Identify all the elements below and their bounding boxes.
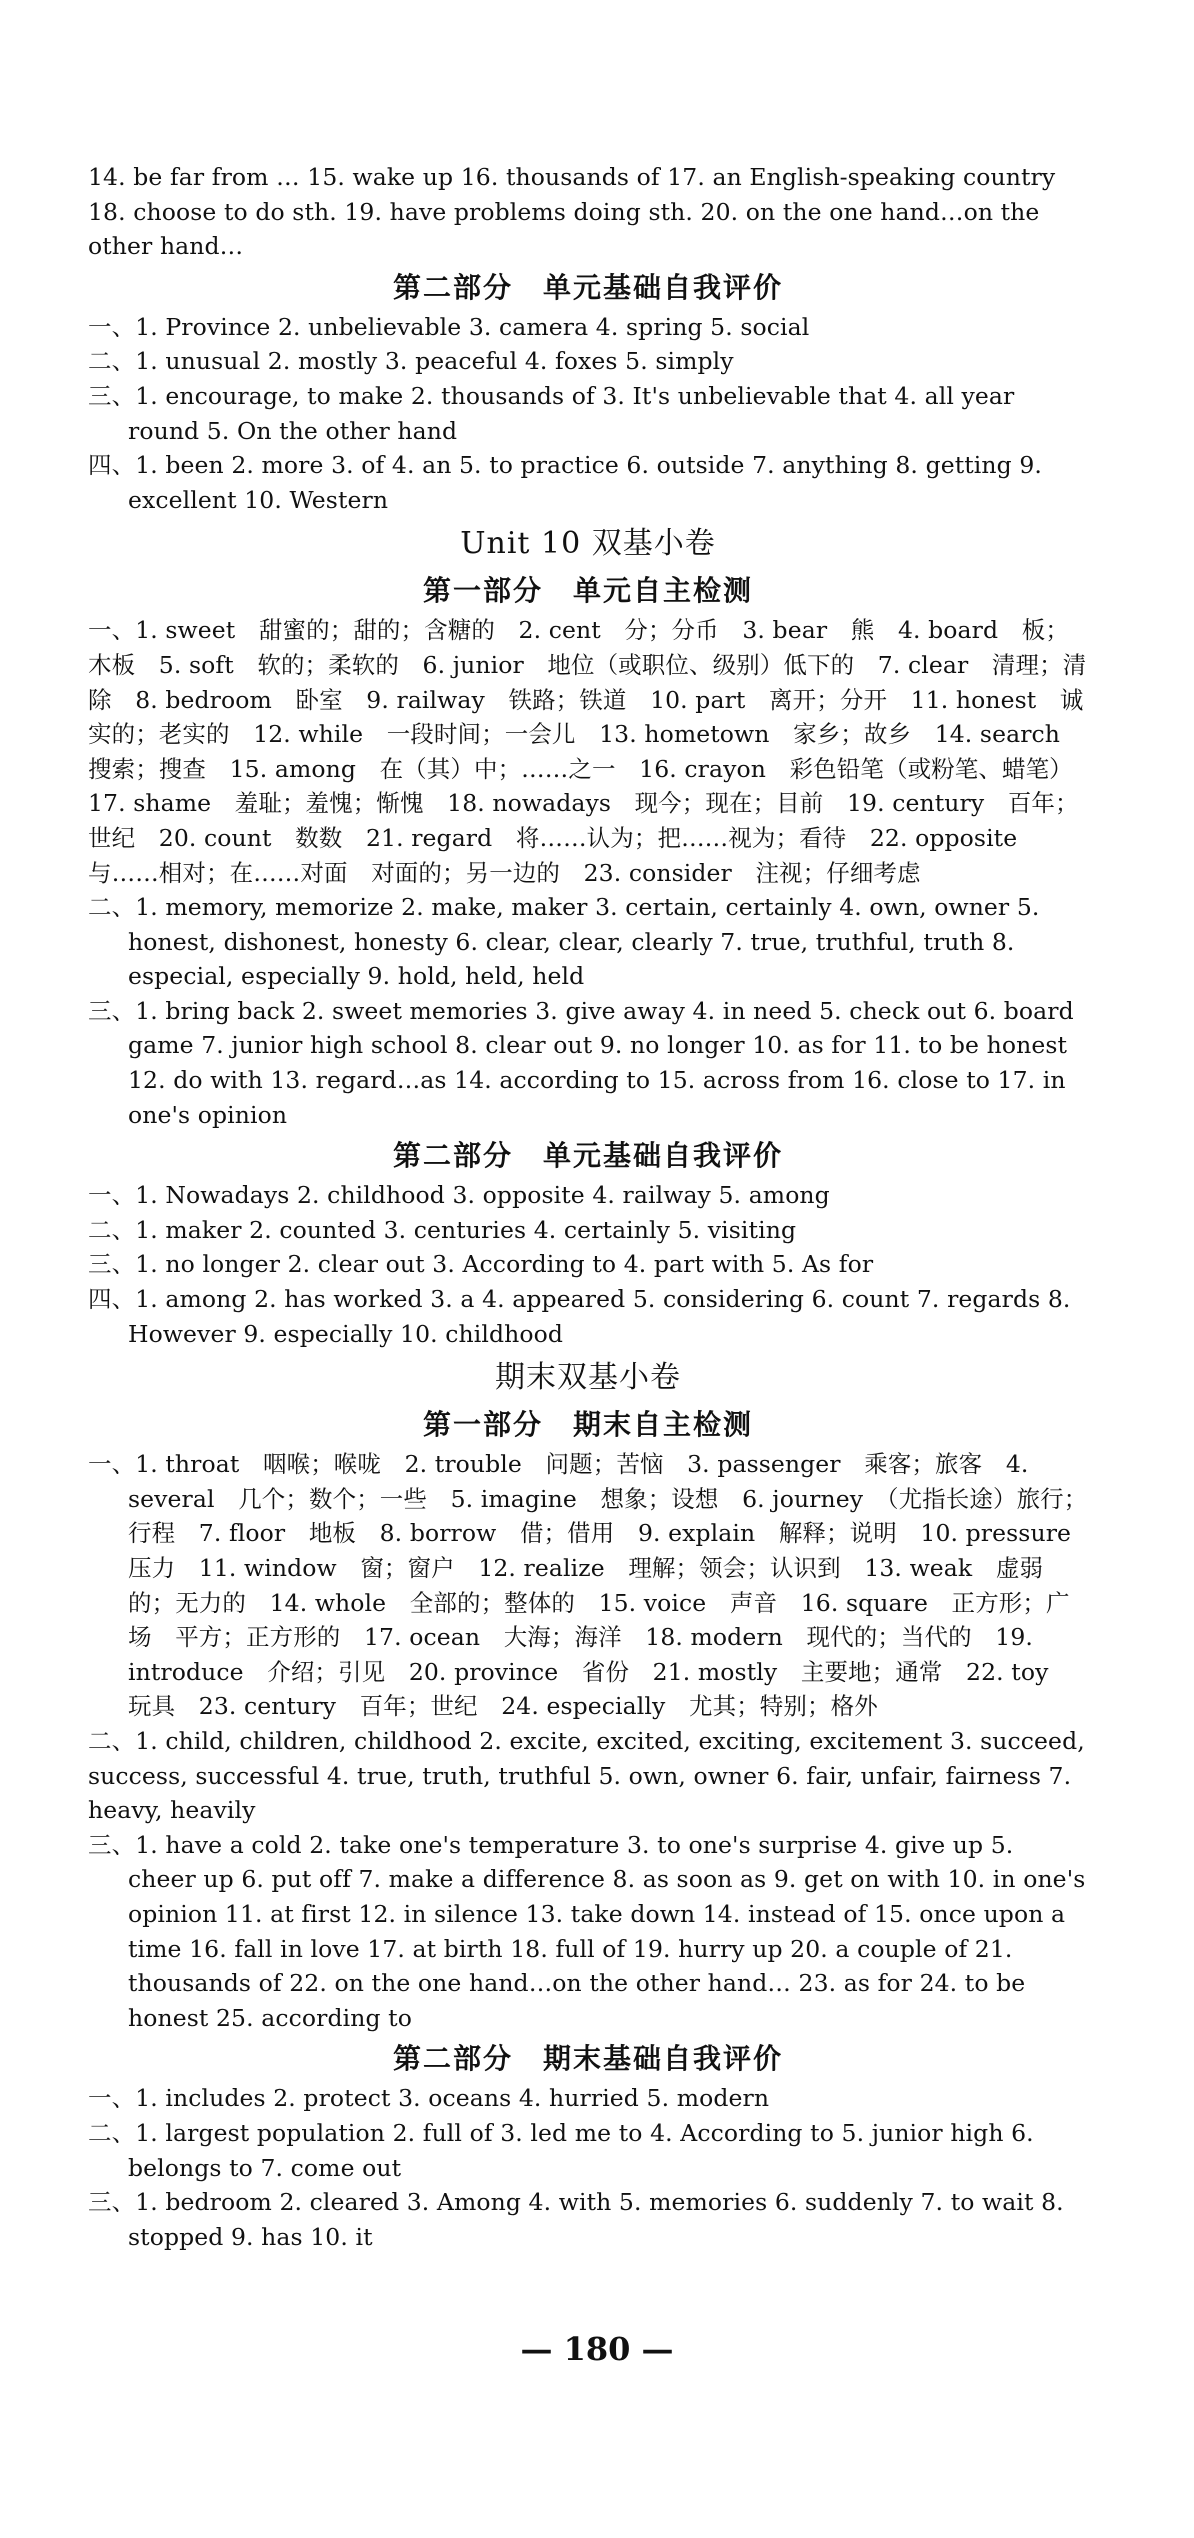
answer-paragraph: 二、1. maker 2. counted 3. centuries 4. certainly 5. visiting — [88, 1215, 797, 1244]
section-heading: 第二部分 单元基础自我评价 — [392, 270, 783, 304]
answer-paragraph: 一、1. includes 2. protect 3. oceans 4. hurried 5. modern — [88, 2084, 770, 2113]
section-heading: 第一部分 期末自主检测 — [422, 1408, 753, 1442]
answer-paragraph: 一、1. Nowadays 2. childhood 3. opposite 4. railway 5. among — [88, 1181, 830, 1210]
section-heading: 第二部分 单元基础自我评价 — [392, 1139, 783, 1173]
answer-paragraph: 二、1. child, children, childhood 2. excite, excited, exciting, excitement 3. succeed, success, successful 4. true, truth, truthful 5. own, owner 6. fair, unfair, fairness 7. heavy, heavily — [88, 1726, 1085, 1825]
answer-paragraph: 二、1. unusual 2. mostly 3. peaceful 4. foxes 5. simply — [88, 347, 734, 376]
unit-heading: 期末双基小卷 — [495, 1360, 681, 1396]
answer-paragraph: 二、1. largest population 2. full of 3. led me to 4. According to 5. junior high 6. belongs to 7. come out — [88, 2118, 1034, 2182]
answer-content — [88, 160, 1095, 2254]
answer-paragraph: 三、1. have a cold 2. take one's temperature 3. to one's surprise 4. give up 5. cheer up 6. put off 7. make a difference 8. as soon as 9. get on with 10. in one's opinion 11. at first 12. in silence 13. take down 14. instead of 15. once upon a time 16. fall in love 17. at birth 18. full of 19. hurry up 20. a couple of 21. thousands of 22. on the one hand…on the other hand… 23. as for 24. to be honest 25. according to — [88, 1830, 1086, 2032]
answer-paragraph: 二、1. memory, memorize 2. make, maker 3. certain, certainly 4. own, owner 5. honest, dishonest, honesty 6. clear, clear, clearly 7. true, truthful, truth 8. especial, especially 9. hold, held, held — [88, 893, 1040, 991]
section-heading: 第二部分 期末基础自我评价 — [392, 2042, 783, 2076]
unit-heading: Unit 10 双基小卷 — [460, 526, 716, 562]
answer-paragraph: 一、1. throat 咽喉；喉咙 2. trouble 问题；苦恼 3. passenger 乘客；旅客 4. several 几个；数个；一些 5. imagine 想象；设想 6. journey （尤指长途）旅行；行程 7. floor 地板 8. borrow 借；借用 9. explain 解释；说明 10. pressure 压力 11. window 窗；窗户 12. realize 理解；领会；认识到 13. weak 虚弱的；无力的 14. whole 全部的；整体的 15. voice 声音 16. square 正方形；广场 平方；正方形的 17. ocean 大海；海洋 18. modern 现代的；当代的 19. introduce 介绍；引见 20. province 省份 21. mostly 主要地；通常 22. toy 玩具 23. century 百年；世纪 24. especially 尤其；特别；格外 — [88, 1450, 1095, 1721]
page-number: — 180 — — [520, 2330, 674, 2368]
answer-paragraph: 三、1. bring back 2. sweet memories 3. give away 4. in need 5. check out 6. board game 7. junior high school 8. clear out 9. no longer 10. as for 11. to be honest 12. do with 13. regard…as 14. according to 15. across from 16. close to 17. in one's opinion — [88, 996, 1074, 1129]
answer-paragraph: 三、1. bedroom 2. cleared 3. Among 4. with 5. memories 6. suddenly 7. to wait 8. stopped 9. has 10. it — [88, 2188, 1064, 2251]
answer-paragraph: 一、1. Province 2. unbelievable 3. camera 4. spring 5. social — [88, 312, 810, 341]
answer-paragraph: 14. be far from … 15. wake up 16. thousands of 17. an English-speaking country 18. choose to do sth. 19. have problems doing sth. 20. on the one hand…on the other hand… — [88, 163, 1056, 261]
answer-paragraph: 三、1. encourage, to make 2. thousands of 3. It's unbelievable that 4. all year round 5. On the other hand — [88, 381, 1015, 445]
answer-paragraph: 四、1. been 2. more 3. of 4. an 5. to practice 6. outside 7. anything 8. getting 9. excellent 10. Western — [88, 451, 1042, 514]
answer-paragraph: 一、1. sweet 甜蜜的；甜的；含糖的 2. cent 分；分币 3. bear 熊 4. board 板；木板 5. soft 软的；柔软的 6. junior 地位（或职位、级别）低下的 7. clear 清理；清除 8. bedroom 卧室 9. railway 铁路；铁道 10. part 离开；分开 11. honest 诚实的；老实的 12. while 一段时间；一会儿 13. hometown 家乡；故乡 14. search 搜索；搜查 15. among 在（其）中；……之一 16. crayon 彩色铅笔（或粉笔、蜡笔） 17. shame 羞耻；羞愧；惭愧 18. nowadays 现今；现在；目前 19. century 百年；世纪 20. count 数数 21. regard 将……认为；把……视为；看待 22. opposite 与……相对；在……对面 对面的；另一边的 23. consider 注视；仔细考虑 — [88, 616, 1087, 887]
answer-paragraph: 四、1. among 2. has worked 3. a 4. appeared 5. considering 6. count 7. regards 8. However 9. especially 10. childhood — [88, 1285, 1071, 1348]
answer-paragraph: 三、1. no longer 2. clear out 3. According to 4. part with 5. As for — [88, 1250, 874, 1279]
section-heading: 第一部分 单元自主检测 — [422, 574, 753, 608]
